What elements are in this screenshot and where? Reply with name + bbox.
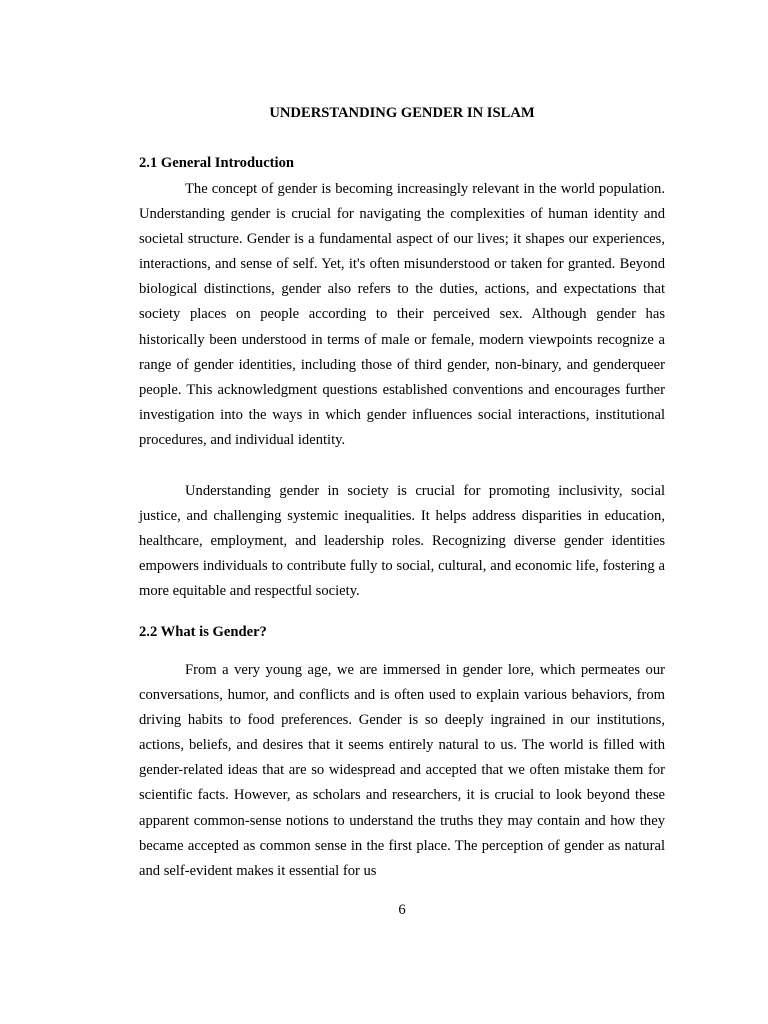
paragraph-intro-1: The concept of gender is becoming increasingly relevant in the world population. Understanding gender is crucial for navigating the complexities of human identity and societal structure. Gender is a fundamental aspect of our lives; it shapes our experiences, interactions, and sense of self. Yet, it's often misunderstood or taken for granted. Beyond biological distinctions, gender also refers to the duties, actions, and expectations that society places on people according to their perceived sex. Although gender has historically been understood in terms of male or female, modern viewpoints recognize a range of gender identities, including those of third gender, non-binary, and genderqueer people. This acknowledgment questions established conventions and encourages further investigation into the ways in which gender influences social interactions, institutional procedures, and individual identity. (139, 181, 665, 448)
section-heading-what-is-gender: 2.2 What is Gender? (139, 624, 267, 640)
page-number: 6 (398, 902, 406, 918)
paragraph-what-is-gender-1: From a very young age, we are immersed in gender lore, which permeates our conversations, humor, and conflicts and is often used to explain various behaviors, from driving habits to food preferences. Gender is so deeply ingrained in our institutions, actions, beliefs, and desires that it seems entirely natural to us. The world is filled with gender-related ideas that are so widespread and accepted that we often mistake them for scientific facts. However, as scholars and researchers, it is crucial to look beyond these apparent common-sense notions to understand the truths they may contain and how they became accepted as common sense in the first place. The perception of gender as natural and self-evident makes it essential for us (139, 662, 665, 879)
section-heading-general-introduction: 2.1 General Introduction (139, 155, 294, 171)
paragraph-intro-2: Understanding gender in society is crucial for promoting inclusivity, social justice, and challenging systemic inequalities. It helps address disparities in education, healthcare, employment, and leadership roles. Recognizing diverse gender identities empowers individuals to contribute fully to social, cultural, and economic life, fostering a more equitable and respectful society. (139, 483, 665, 600)
chapter-title: UNDERSTANDING GENDER IN ISLAM (269, 105, 535, 121)
